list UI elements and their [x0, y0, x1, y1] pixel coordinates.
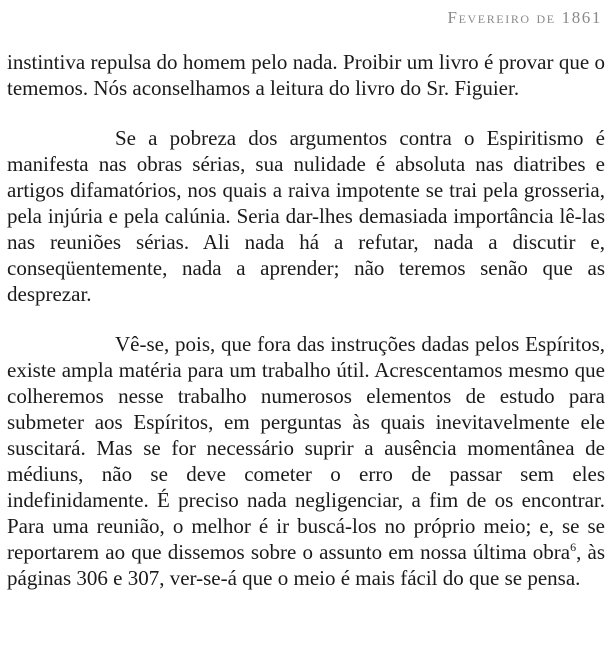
paragraph-text-after-footnote: , às páginas 306 e 307, ver-se-á que o meio é mais fácil do que se pensa. — [7, 540, 605, 590]
paragraph-continuation: instintiva repulsa do homem pelo nada. Proibir um livro é provar que o tememos. Nós aconselhamos a leitura do livro do Sr. Figuier. — [7, 50, 605, 100]
page-body — [7, 49, 605, 591]
paragraph-arguments: Se a pobreza dos argumentos contra o Espiritismo é manifesta nas obras sérias, sua nulidade é absoluta nas diatribes e artigos difamatórios, nos quais a raiva impotente se trai pela grosseria, pela injúria e pela calúnia. Seria dar-lhes demasiada importância lê-las nas reuniões sérias. Ali nada há a refutar, nada a discutir e, conseqüentemente, nada a aprender; não teremos senão que as desprezar. — [7, 126, 605, 306]
paragraph-instructions — [7, 331, 605, 591]
footnote-marker[interactable]: 6 — [570, 540, 577, 554]
paragraph-text-before-footnote: Vê-se, pois, que fora das instruções dadas pelos Espíritos, existe ampla matéria para um trabalho útil. Acrescentamos mesmo que colheremos nesse trabalho numerosos elementos de estudo para submeter aos Espíritos, em perguntas às quais inevitavelmente ele suscitará. Mas se for necessário suprir a ausência momentânea de médiuns, não se deve cometer o erro de passar sem eles indefinidamente. É preciso nada negligenciar, a fim de os encontrar. Para uma reunião, o melhor é ir buscá-los no próprio meio; e, se se reportarem ao que dissemos sobre o assunto em nossa última obra — [7, 332, 605, 564]
running-header: Fevereiro de 1861 — [447, 8, 602, 27]
